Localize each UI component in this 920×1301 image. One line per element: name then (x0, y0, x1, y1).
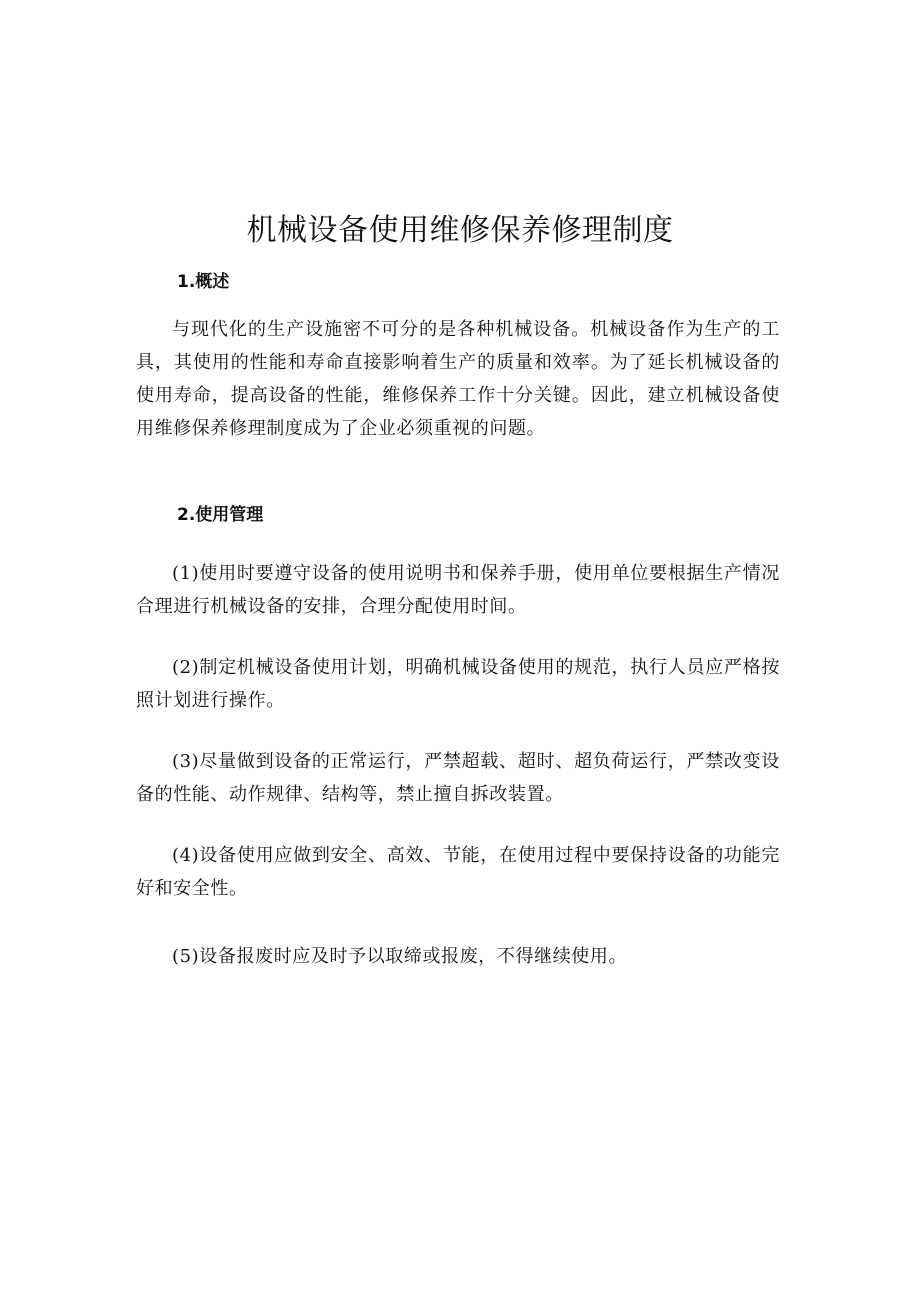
section-heading-usage-management: 2.使用管理 (177, 505, 264, 525)
paragraph-usage-item-3: (3)尽量做到设备的正常运行，严禁超载、超时、超负荷运行，严禁改变设备的性能、动作规律、结构等，禁止擅自拆改装置。 (136, 751, 780, 805)
paragraph-overview: 与现代化的生产设施密不可分的是各种机械设备。机械设备作为生产的工具，其使用的性能和寿命直接影响着生产的质量和效率。为了延长机械设备的使用寿命，提高设备的性能，维修保养工作十分关键。因此，建立机械设备使用维修保养修理制度成为了企业必须重视的问题。 (136, 319, 780, 439)
paragraph-usage-item-5: (5)设备报废时应及时予以取缔或报废，不得继续使用。 (172, 946, 628, 967)
section-heading-overview: 1.概述 (177, 272, 230, 292)
paragraph-usage-item-2: (2)制定机械设备使用计划，明确机械设备使用的规范，执行人员应严格按照计划进行操作。 (136, 657, 780, 711)
paragraph-usage-item-1: (1)使用时要遵守设备的使用说明书和保养手册，使用单位要根据生产情况合理进行机械设备的安排，合理分配使用时间。 (136, 563, 780, 617)
document-title: 机械设备使用维修保养修理制度 (246, 213, 674, 248)
paragraph-usage-item-4: (4)设备使用应做到安全、高效、节能，在使用过程中要保持设备的功能完好和安全性。 (136, 845, 780, 899)
